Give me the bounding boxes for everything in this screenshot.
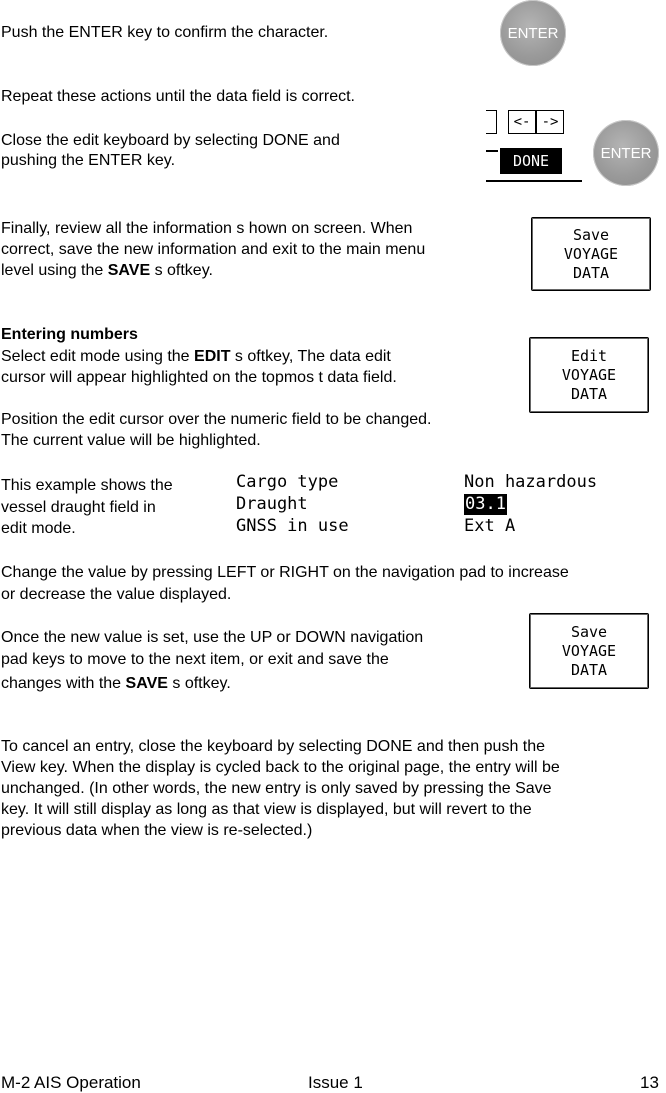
text-change-value-2: or decrease the value displayed.	[1, 586, 232, 603]
lcd-field-value: Non hazardous	[464, 472, 598, 492]
text-segment: Select edit mode using the	[1, 348, 195, 365]
keyboard-divider	[486, 150, 498, 152]
lcd-field-label: Cargo type	[236, 472, 339, 492]
footer-page-number: 13	[640, 1073, 659, 1092]
softkey-line: Edit	[570, 346, 608, 365]
footer-document-title: M-2 AIS Operation	[1, 1073, 141, 1092]
text-segment: s oftkey.	[167, 675, 231, 692]
softkey-line: DATA	[570, 660, 608, 679]
softkey-line: VOYAGE	[561, 365, 617, 384]
footer-issue: Issue 1	[308, 1073, 363, 1092]
text-select-edit-2: cursor will appear highlighted on the topmos t data field.	[1, 369, 397, 386]
enter-key-label: ENTER	[507, 24, 559, 42]
softkey-keyword: SAVE	[125, 675, 168, 692]
text-cancel-2: View key. When the display is cycled back to the original page, the entry will be	[1, 759, 560, 776]
keyboard-cell-edge	[486, 110, 497, 134]
text-example-1: This example shows the	[1, 477, 173, 494]
lcd-row-gnss	[236, 516, 656, 537]
text-change-value-1: Change the value by pressing LEFT or RIGHT on the navigation pad to increase	[1, 564, 569, 581]
text-review-3	[1, 260, 213, 281]
enter-key-label-2: ENTER	[600, 144, 652, 162]
lcd-row-cargo-type	[236, 472, 656, 493]
text-review-2: correct, save the new information and exit to the main menu	[1, 241, 426, 258]
text-close-keyboard-1: Close the edit keyboard by selecting DONE and	[1, 132, 340, 149]
softkey-line: VOYAGE	[563, 244, 619, 263]
text-select-edit-1	[1, 346, 391, 367]
text-segment: s oftkey, The data edit	[230, 348, 391, 365]
text-close-keyboard-2: pushing the ENTER key.	[1, 152, 176, 169]
save-voyage-data-softkey-2	[529, 613, 649, 689]
text-segment: changes with the	[1, 675, 126, 692]
keyboard-right-key: ->	[536, 110, 564, 134]
enter-key-icon-2	[593, 120, 659, 186]
text-cancel-5: previous data when the view is re-selected.)	[1, 822, 313, 839]
lcd-field-value: Ext A	[464, 516, 516, 536]
text-example-3: edit mode.	[1, 520, 76, 537]
lcd-field-label: Draught	[236, 494, 308, 514]
softkey-line: DATA	[572, 263, 610, 282]
softkey-keyword: EDIT	[194, 348, 231, 365]
text-position-cursor-2: The current value will be highlighted.	[1, 432, 261, 449]
text-cancel-3: unchanged. (In other words, the new entry is only saved by pressing the Save	[1, 780, 552, 797]
text-repeat-actions: Repeat these actions until the data field is correct.	[1, 88, 355, 105]
text-cancel-4: key. It will still display as long as that view is displayed, but will revert to the	[1, 801, 532, 818]
softkey-keyword: SAVE	[107, 262, 151, 279]
lcd-row-draught	[236, 494, 656, 515]
softkey-line: DATA	[570, 384, 608, 403]
keyboard-baseline	[486, 180, 582, 182]
softkey-line: Save	[570, 622, 608, 641]
edit-keyboard-fragment	[486, 110, 582, 186]
text-once-set-3	[1, 673, 231, 694]
text-example-2: vessel draught field in	[1, 499, 156, 516]
softkey-line: Save	[572, 225, 610, 244]
text-once-set-2: pad keys to move to the next item, or exit and save the	[1, 651, 389, 668]
text-review-1: Finally, review all the information s hown on screen. When	[1, 220, 413, 237]
lcd-field-label: GNSS in use	[236, 516, 349, 536]
edit-voyage-data-softkey	[529, 337, 649, 413]
lcd-field-value-highlighted: 03.1	[465, 494, 506, 514]
keyboard-left-key: <-	[508, 110, 536, 134]
lcd-voyage-screen	[232, 470, 662, 538]
text-confirm-character: Push the ENTER key to confirm the character.	[1, 24, 329, 41]
text-once-set-1: Once the new value is set, use the UP or DOWN navigation	[1, 629, 424, 646]
enter-key-icon	[500, 0, 566, 66]
section-heading: Entering numbers	[1, 326, 138, 343]
text-position-cursor-1: Position the edit cursor over the numeric field to be changed.	[1, 411, 432, 428]
text-cancel-1: To cancel an entry, close the keyboard by selecting DONE and then push the	[1, 738, 546, 755]
text-segment: level using the	[1, 262, 108, 279]
text-segment: s oftkey.	[150, 262, 213, 279]
softkey-line: VOYAGE	[561, 641, 617, 660]
keyboard-done-key: DONE	[500, 148, 562, 174]
save-voyage-data-softkey	[531, 217, 651, 291]
